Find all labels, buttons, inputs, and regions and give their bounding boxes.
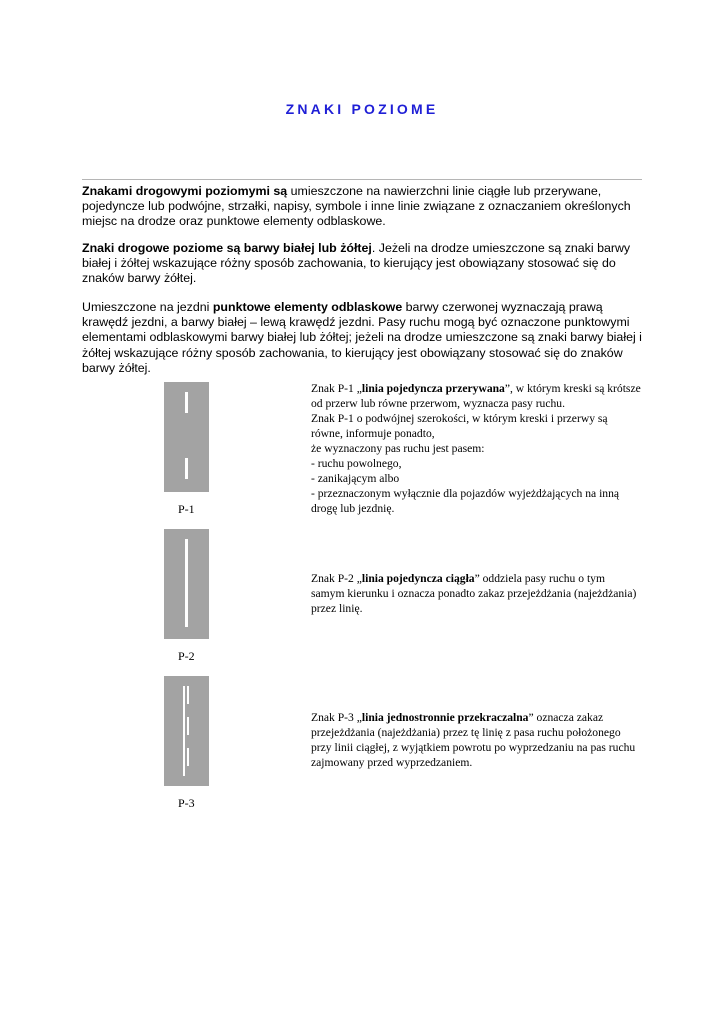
desc-p2-pre: Znak P-2 „ (311, 572, 362, 585)
desc-p3-bold: linia jednostronnie przekraczalna (361, 711, 529, 724)
dash-marking (187, 717, 189, 735)
intro-paragraph-3 (82, 300, 644, 376)
dash-marking (185, 458, 188, 479)
desc-p1-text: ”, w którym kreski są krótsze od przerw lub równe przerwom, wyznacza pasy ruchu. Znak P-1 o podwójnej szerokości, w którym kreski i przerwy są równe, informuje ponadto, że wyznaczony pas ruchu jest pasem: - ruchu powolnego, - zanikającym albo - przeznaczonym wyłącznie dla pojazdów wyjeżdżających na inną drogę lub jezdnię. (311, 382, 641, 515)
intro-1-text: umieszczone na nawierzchni linie ciągłe lub przerywane, pojedyncze lub podwójne, strzałki, napisy, symbole i inne linie związane z oznaczaniem określonych miejsc na drodze oraz punktowe elementy odblaskowe. (82, 184, 631, 229)
intro-2-bold: Znaki drogowe poziome są barwy białej lub żółtej (82, 241, 372, 255)
dash-marking (187, 748, 189, 766)
intro-3-pre: Umieszczone na jezdni (82, 300, 213, 314)
caption-p2: P-2 (178, 649, 195, 663)
road-p1-illustration (164, 382, 209, 492)
caption-p3: P-3 (178, 796, 195, 810)
solid-marking (185, 539, 188, 627)
desc-p1-pre: Znak P-1 „ (311, 382, 362, 395)
road-p2-illustration (164, 529, 209, 639)
page-title: ZNAKI POZIOME (285, 101, 439, 117)
description-p3 (311, 710, 641, 770)
desc-p3-pre: Znak P-3 „ (311, 711, 362, 724)
desc-p3-text: ” oznacza zakaz przejeżdżania (najeżdżania) przez tę linię z pasa ruchu położonego przy linii ciągłej, z wyjątkiem powrotu po wyprzedzaniu na pas ruchu zajmowany przed wyprzedzaniem. (311, 711, 636, 769)
description-p1 (311, 381, 641, 516)
intro-3-bold: punktowe elementy odblaskowe (212, 300, 403, 314)
road-p3-illustration (164, 676, 209, 786)
intro-paragraph-1 (82, 184, 644, 230)
intro-1-bold: Znakami drogowymi poziomymi są (82, 184, 288, 198)
desc-p1-bold: linia pojedyncza przerywana (361, 382, 505, 395)
solid-marking (183, 686, 185, 776)
intro-3-text: barwy czerwonej wyznaczają prawą krawędź jezdni, a barwy białej – lewą krawędź jezdni. Pasy ruchu mogą być oznaczone punktowymi elementami odblaskowymi barwy białej lub żółtej; jeżeli na drodze umieszczone są znaki barwy białej i żółtej wskazujące różny sposób zachowania, to kierujący jest obowiązany stosować się do znaków barwy żółtej. (82, 300, 642, 375)
dash-marking (185, 392, 188, 413)
intro-2-text: . Jeżeli na drodze umieszczone są znaki barwy białej i żółtej wskazujące różny sposób zachowania, to kierujący jest obowiązany stosować się do znaków barwy żółtej. (82, 241, 631, 286)
intro-paragraph-2 (82, 241, 644, 287)
desc-p2-text: ” oddziela pasy ruchu o tym samym kierunku i oznacza ponadto zakaz przejeżdżania (najeżdżania) przez linię. (311, 572, 637, 615)
caption-p1: P-1 (178, 502, 195, 516)
dash-marking (187, 686, 189, 704)
divider (82, 179, 642, 180)
desc-p2-bold: linia pojedyncza ciągła (361, 572, 475, 585)
description-p2 (311, 571, 641, 616)
